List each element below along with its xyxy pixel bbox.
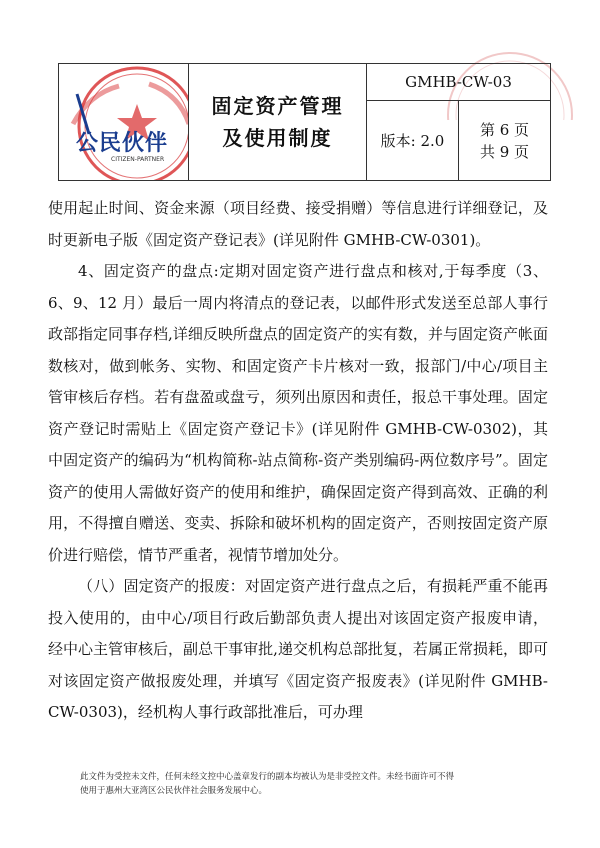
footer-notice	[80, 770, 540, 798]
document-title	[189, 64, 367, 181]
page-info	[459, 101, 551, 181]
title-line-2: 及使用制度	[222, 126, 333, 150]
title-line-1: 固定资产管理	[211, 94, 344, 118]
paragraph-disposal: （八）固定资产的报废：对固定资产进行盘点之后，有损耗严重不能再投入使用的，由中心/项目行政后勤部负责人提出对该固定资产报废申请，经中心主管审核后，副总干事审批,递交机构总部批复，若属正常损耗，即可对该固定资产做报废处理，并填写《固定资产报废表》(详见附件 GMHB-CW-0303)，经机构人事行政部批准后，可办理	[48, 577, 548, 721]
document-header-table	[58, 63, 551, 181]
seal-stamp-icon	[59, 64, 188, 181]
document-body	[48, 193, 548, 729]
page-number: 第 6 页	[479, 120, 530, 139]
paragraph-continuation: 使用起止时间、资金来源（项目经费、接受捐赠）等信息进行详细登记，及时更新电子版《固定资产登记表》(详见附件 GMHB-CW-0301)。	[48, 199, 548, 249]
logo-cell	[59, 64, 189, 181]
logo-text: 公民伙伴	[75, 131, 168, 156]
footer-line-1: 此文件为受控未文件，任何未经文控中心盖章发行的副本均被认为是非受控文件。未经书面许可不得	[80, 772, 455, 782]
logo-english-text: CITIZEN-PARTNER	[111, 156, 165, 163]
total-pages: 共 9 页	[479, 142, 530, 161]
paragraph-inventory: 4、固定资产的盘点:定期对固定资产进行盘点和核对,于每季度（3、6、9、12 月）最后一周内将清点的登记表，以邮件形式发送至总部人事行政部指定同事存档,详细反映所盘点的固定资产的实有数，并与固定资产帐面数核对，做到帐务、实物、和固定资产卡片核对一致，报部门/中心/项目主管审核后存档。若有盘盈或盘亏，须列出原因和责任，报总干事处理。固定资产登记时需贴上《固定资产登记卡》(详见附件 GMHB-CW-0302)，其中固定资产的编码为“机构简称-站点简称-资产类别编码-两位数序号”。固定资产的使用人需做好资产的使用和维护，确保固定资产得到高效、正确的利用，不得擅自赠送、变卖、拆除和破坏机构的固定资产，否则按固定资产原价进行赔偿，情节严重者，视情节增加处分。	[48, 262, 548, 564]
document-code: GMHB-CW-03	[367, 64, 551, 101]
version-label: 版本: 2.0	[367, 101, 459, 181]
footer-line-2: 使用于惠州大亚湾区公民伙伴社会服务发展中心。	[80, 786, 268, 796]
